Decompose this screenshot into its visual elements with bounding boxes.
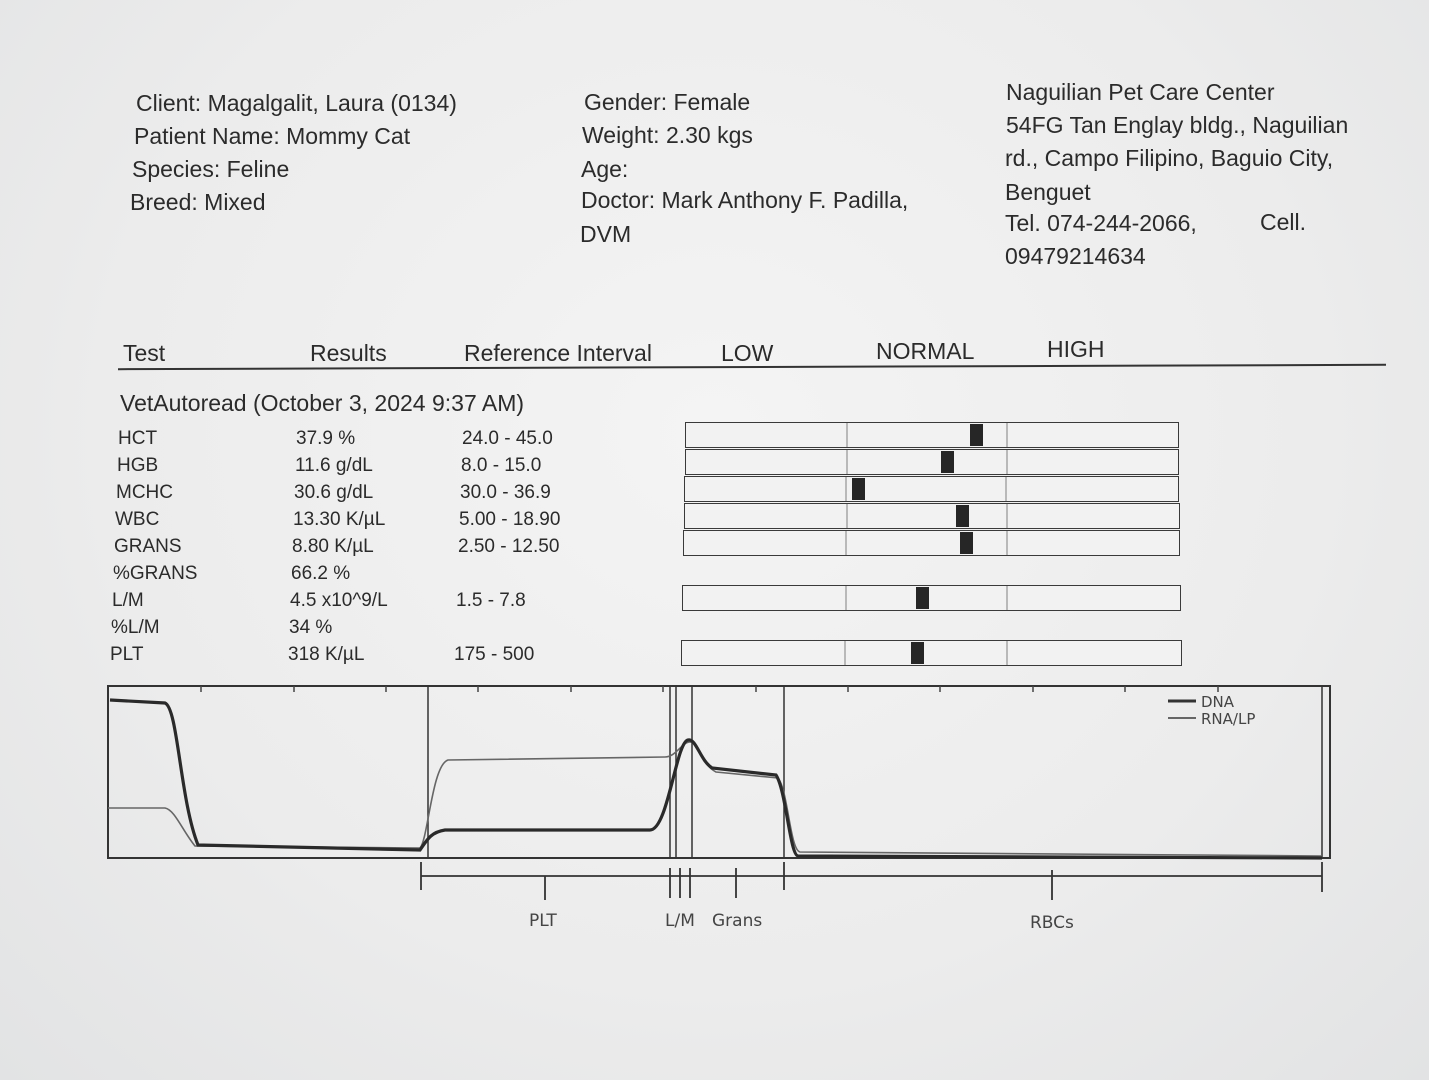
col-header-test: Test	[123, 340, 166, 366]
col-header-high: HIGH	[1047, 336, 1105, 362]
test-result: 13.30 K/µL	[293, 509, 386, 530]
axis-label-rbcs: RBCs	[1030, 913, 1074, 933]
clinic-tel: Tel. 074-244-2066,	[1005, 210, 1197, 236]
test-result: 37.9 %	[296, 428, 356, 449]
test-reference: 24.0 - 45.0	[462, 428, 553, 449]
dna-curve	[110, 700, 1322, 858]
legend-dna-label: DNA	[1201, 693, 1235, 711]
weight-line: Weight: 2.30 kgs	[582, 122, 753, 148]
test-reference: 175 - 500	[454, 644, 535, 665]
test-name: PLT	[110, 644, 144, 665]
test-reference: 8.0 - 15.0	[461, 455, 542, 476]
doctor-line: Doctor: Mark Anthony F. Padilla,	[581, 187, 909, 213]
test-result: 66.2 %	[291, 563, 351, 584]
clinic-cell: 09479214634	[1005, 243, 1146, 269]
graph-region-dividers	[428, 686, 1322, 858]
col-header-low: LOW	[721, 340, 774, 366]
test-result: 318 K/µL	[288, 644, 365, 665]
species-line: Species: Feline	[132, 156, 290, 182]
test-reference: 5.00 - 18.90	[459, 509, 561, 530]
clinic-name: Naguilian Pet Care Center	[1006, 79, 1275, 105]
test-reference: 2.50 - 12.50	[458, 536, 560, 557]
test-name: %L/M	[111, 617, 160, 638]
gender-line: Gender: Female	[584, 89, 751, 115]
patient-name-line: Patient Name: Mommy Cat	[134, 123, 411, 149]
test-name: GRANS	[114, 536, 182, 557]
test-result: 34 %	[289, 617, 333, 638]
test-reference: 1.5 - 7.8	[456, 590, 526, 611]
test-result: 11.6 g/dL	[295, 455, 373, 476]
breed-line: Breed: Mixed	[130, 189, 266, 215]
doctor-title-line: DVM	[580, 221, 632, 247]
client-line: Client: Magalgalit, Laura (0134)	[136, 90, 457, 116]
test-result: 30.6 g/dL	[294, 482, 374, 503]
clinic-cell-label: Cell.	[1260, 209, 1307, 235]
clinic-address-2: rd., Campo Filipino, Baguio City,	[1005, 145, 1334, 171]
clinic-address-1: 54FG Tan Englay bldg., Naguilian	[1006, 112, 1349, 138]
legend-rna-label: RNA/LP	[1201, 710, 1256, 728]
clinic-address-3: Benguet	[1005, 179, 1091, 205]
test-result: 8.80 K/µL	[292, 536, 374, 557]
axis-label-plt: PLT	[529, 911, 557, 931]
col-header-results: Results	[310, 340, 387, 366]
axis-label-grans: Grans	[712, 911, 763, 931]
col-header-normal: NORMAL	[876, 338, 975, 364]
axis-label-lm: L/M	[665, 911, 695, 931]
test-name: HCT	[118, 428, 158, 449]
section-title: VetAutoread (October 3, 2024 9:37 AM)	[120, 390, 525, 416]
test-name: MCHC	[116, 482, 173, 503]
test-name: HGB	[117, 455, 159, 476]
col-header-reference: Reference Interval	[464, 340, 652, 366]
test-name: L/M	[112, 590, 144, 611]
test-name: %GRANS	[113, 563, 198, 584]
test-name: WBC	[115, 509, 160, 530]
age-line: Age:	[581, 156, 629, 182]
test-result: 4.5 x10^9/L	[290, 590, 388, 611]
rna-lp-curve	[108, 742, 1322, 856]
test-reference: 30.0 - 36.9	[460, 482, 551, 503]
graph-bottom-axis	[421, 862, 1322, 900]
